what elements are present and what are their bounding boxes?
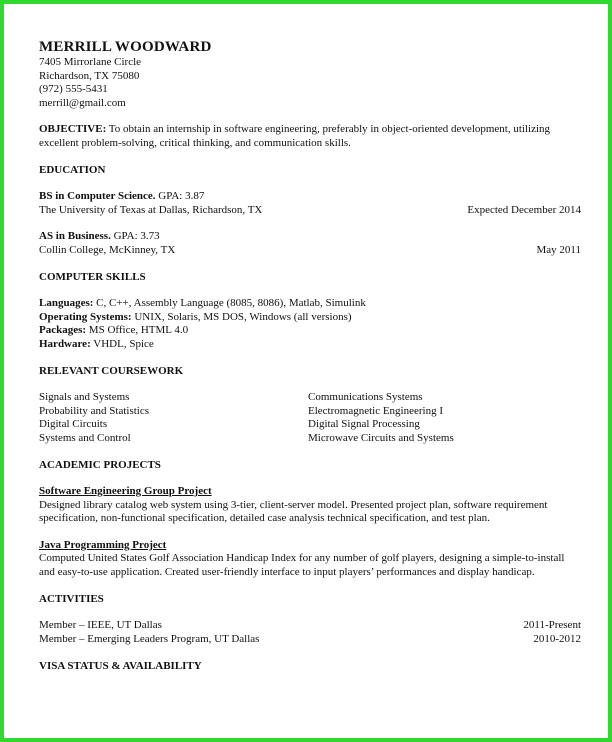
skill-value: UNIX, Solaris, MS DOS, Windows (all versions) — [131, 310, 352, 323]
degree-line — [39, 230, 581, 244]
spacer — [39, 646, 581, 659]
course-item: Systems and Control — [39, 431, 131, 444]
spacer — [39, 177, 581, 190]
activities-heading: ACTIVITIES — [39, 593, 104, 605]
skill-value: MS Office, HTML 4.0 — [86, 324, 189, 336]
spacer — [39, 472, 581, 485]
project-entry — [39, 485, 581, 526]
skill-value: C, C++, Assembly Language (8085, 8086), Matlab, Simulink — [93, 297, 366, 309]
spacer — [39, 526, 581, 539]
course-item: Digital Circuits — [39, 418, 108, 430]
objective-section — [39, 123, 581, 150]
school-date: May 2011 — [536, 243, 581, 256]
spacer — [39, 445, 581, 458]
spacer — [39, 150, 581, 163]
spacer — [39, 217, 581, 230]
spacer — [39, 284, 581, 297]
project-description: Designed library catalog web system using 3-tier, client-server model. Presented project plan, software requirement specification, non-functional specification, detailed case analysis technical specification, and test plan. — [39, 498, 548, 524]
spacer — [39, 378, 581, 391]
course-item: Communications Systems — [308, 391, 423, 403]
degree-title: BS in Computer Science. — [39, 190, 156, 202]
candidate-name: MERRILL WOODWARD — [39, 39, 212, 55]
address-line-1: 7405 Mirrorlane Circle — [39, 56, 142, 68]
project-title: Java Programming Project — [39, 538, 167, 551]
school-name: Collin College, McKinney, TX — [39, 243, 176, 256]
visa-heading: VISA STATUS & AVAILABILITY — [39, 660, 202, 672]
resume-page — [39, 38, 581, 673]
skill-line — [39, 324, 581, 338]
education-heading: EDUCATION — [39, 164, 106, 176]
skill-line — [39, 338, 581, 352]
degree-line — [39, 190, 581, 204]
coursework-right-column — [308, 391, 577, 445]
degree-gpa: GPA: 3.73 — [110, 230, 160, 242]
degree-title: AS in Business. — [39, 230, 111, 242]
skill-line — [39, 311, 581, 325]
course-item: Probability and Statistics — [39, 404, 149, 417]
education-entry — [39, 190, 581, 217]
academic-projects-heading: ACADEMIC PROJECTS — [39, 459, 161, 471]
school-row — [39, 244, 581, 258]
school-date: Expected December 2014 — [467, 203, 581, 216]
school-row — [39, 204, 581, 218]
skill-label: Hardware: — [39, 337, 91, 350]
address-line-2: Richardson, TX 75080 — [39, 69, 140, 82]
spacer — [39, 606, 581, 619]
course-item: Microwave Circuits and Systems — [308, 431, 454, 444]
course-item: Signals and Systems — [39, 391, 130, 403]
objective-label: OBJECTIVE: — [39, 123, 107, 135]
spacer — [39, 257, 581, 270]
spacer — [39, 110, 581, 123]
course-item: Electromagnetic Engineering I — [308, 404, 443, 417]
activity-text: Member – Emerging Leaders Program, UT Dallas — [39, 632, 260, 645]
skill-label: Packages: — [39, 324, 87, 336]
phone-number: (972) 555-5431 — [39, 83, 108, 95]
skill-line — [39, 297, 581, 311]
activity-date: 2011-Present — [523, 619, 581, 631]
skill-label: Operating Systems: — [39, 310, 132, 323]
activity-text: Member – IEEE, UT Dallas — [39, 619, 162, 631]
activity-row — [39, 633, 581, 647]
skill-value: VHDL, Spice — [90, 337, 154, 350]
coursework-left-column — [39, 391, 308, 445]
spacer — [39, 579, 581, 592]
project-description: Computed United States Golf Association Handicap Index for any number of golf players, designing a simple-to-install and easy-to-use application. Created user-friendly interface to input players’ performances and display handicap. — [39, 552, 565, 578]
objective-text: To obtain an internship in software engineering, preferably in object-oriented development, utilizing excellent problem-solving, critical thinking, and communication skills. — [39, 123, 551, 149]
email-address: merrill@gmail.com — [39, 96, 126, 109]
course-item: Digital Signal Processing — [308, 418, 420, 430]
education-entry — [39, 230, 581, 257]
activity-row — [39, 619, 581, 633]
coursework-columns — [39, 391, 581, 445]
project-title: Software Engineering Group Project — [39, 485, 212, 497]
activity-date: 2010-2012 — [533, 632, 581, 645]
project-entry — [39, 539, 581, 580]
spacer — [39, 351, 581, 364]
coursework-heading: RELEVANT COURSEWORK — [39, 365, 184, 377]
school-name: The University of Texas at Dallas, Richardson, TX — [39, 203, 263, 216]
skill-label: Languages: — [39, 297, 94, 309]
degree-gpa: GPA: 3.87 — [155, 190, 205, 202]
computer-skills-heading: COMPUTER SKILLS — [39, 271, 146, 283]
